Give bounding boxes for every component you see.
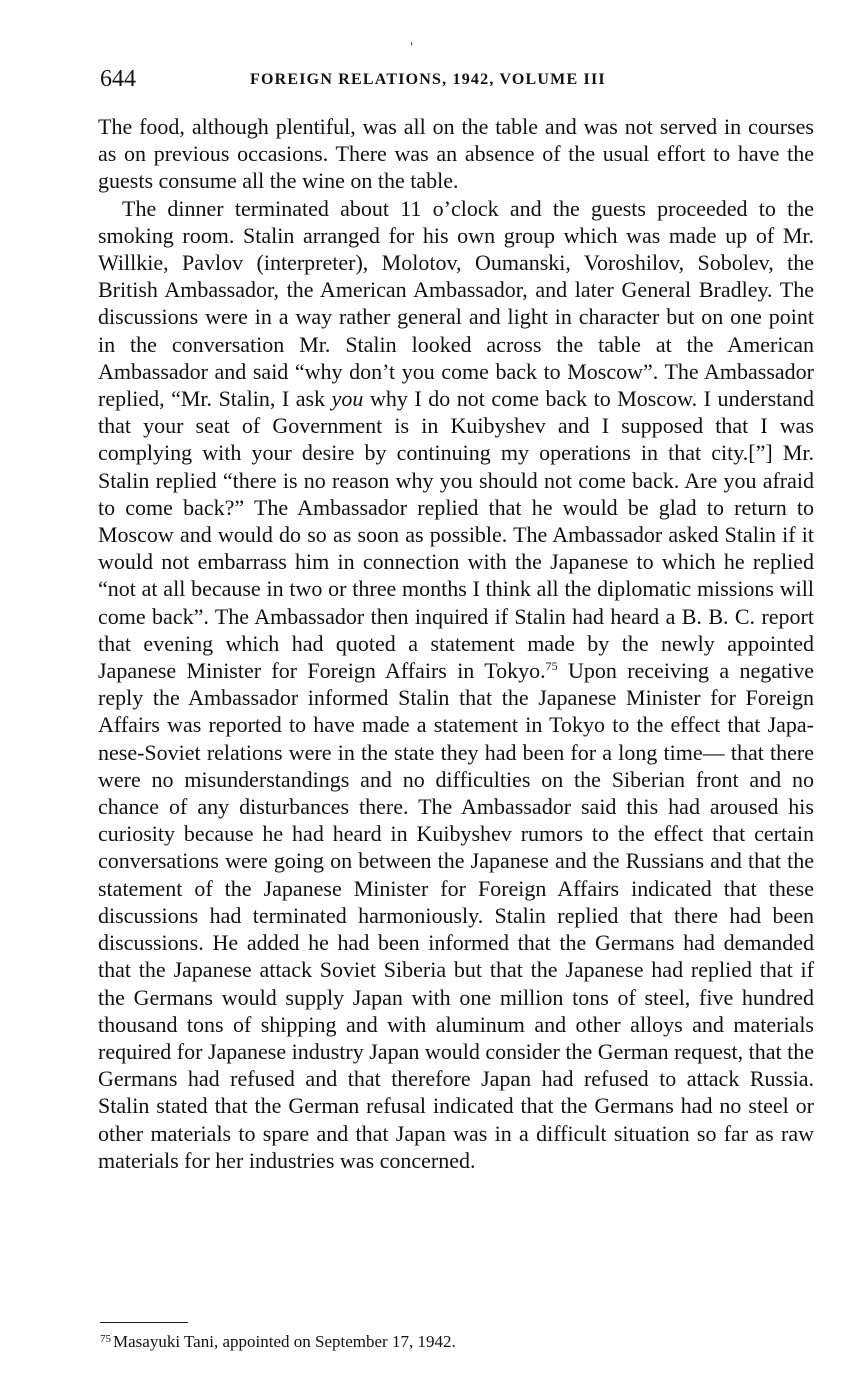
page-number: 644 — [100, 66, 136, 92]
paragraph-dinner — [98, 195, 814, 1174]
paragraph-food — [98, 113, 814, 195]
running-title: FOREIGN RELATIONS, 1942, VOLUME III — [250, 71, 606, 88]
footnote-text: Masayuki Tani, appointed on September 17, 1942. — [113, 1332, 456, 1351]
body-text — [98, 113, 814, 1174]
footnote-reference[interactable]: 75 — [545, 659, 558, 674]
emphasis-you: you — [331, 386, 364, 412]
paragraph-food-text: The food, although plentiful, was all on the table and was not served in courses as on previous occasions. There was an absence of the usual effort to have the guests consume all the wine on the table. — [98, 114, 814, 194]
footnote — [100, 1331, 812, 1353]
paragraph-dinner-text-a: The dinner terminated about 11 o’clock and the guests proceeded to the smoking room. Stalin arranged for his own group which was made up of Mr. Willkie, Pavlov (interpreter), Molotov, Oumanski, Voroshilov, Sobolev, the British Ambassador, the American Ambassador, and later General Bradley. The discussions were in a way rather general and light in character but on one point in the conversation Mr. Stalin looked across the table at the American Ambassador and said “why don’t you come back to Moscow”. The Ambassador replied, “Mr. Stalin, I ask — [98, 195, 814, 412]
running-head — [100, 64, 812, 94]
footnote-divider — [100, 1322, 188, 1323]
stray-tick-mark: ' — [410, 40, 414, 54]
paragraph-dinner-text-b: why I do not come back to Moscow. I understand that your seat of Government is in Kuibyshev and I supposed that I was complying with your desire by continuing my operations in that city.[”] Mr. Stalin replied “there is no reason why you should not come back. Are you afraid to come back?” The Ambassador replied that he would be glad to return to Moscow and would do so as soon as possible. The Ambassador asked Stalin if it would not embarrass him in connection with the Japanese to which he replied “not at all because in two or three months I think all the diplomatic missions will come back”. The Ambassador then inquired if Stalin had heard a B. B. C. report that evening which had quoted a statement made by the newly appointed Japanese Minister for Foreign Affairs in Tokyo. — [98, 386, 815, 684]
footnote-mark: 75 — [100, 1333, 111, 1345]
paragraph-dinner-text-c: Upon receiving a negative reply the Ambassador informed Stalin that the Japanese Minister for Foreign Affairs was reported to have made a statement in Tokyo to the effect that Japanese-Soviet relations were in the state they had been for a long time— that there were no misunderstandings and no difficulties on the Siberian front and no chance of any disturbances there. The Ambassador said this had aroused his curiosity because he had heard in Kuibyshev rumors to the effect that certain conversations were going on between the Japanese and the Russians and that the statement of the Japanese Minister for Foreign Affairs indicated that these discussions had terminated harmoniously. Stalin replied that there had been discussions. He added he had been informed that the Germans had demanded that the Japanese attack Soviet Siberia but that the Japanese had replied that if the Germans would supply Japan with one million tons of steel, five hundred thousand tons of shipping and with aluminum and other alloys and materials required for Japanese industry Japan would consider the German request, that the Germans had refused and that therefore Japan had refused to attack Russia. Stalin stated that the German refusal indicated that the Germans had no steel or other materials to spare and that Japan was in a difficult situation so far as raw materials for her industries was concerned. — [98, 658, 814, 1173]
